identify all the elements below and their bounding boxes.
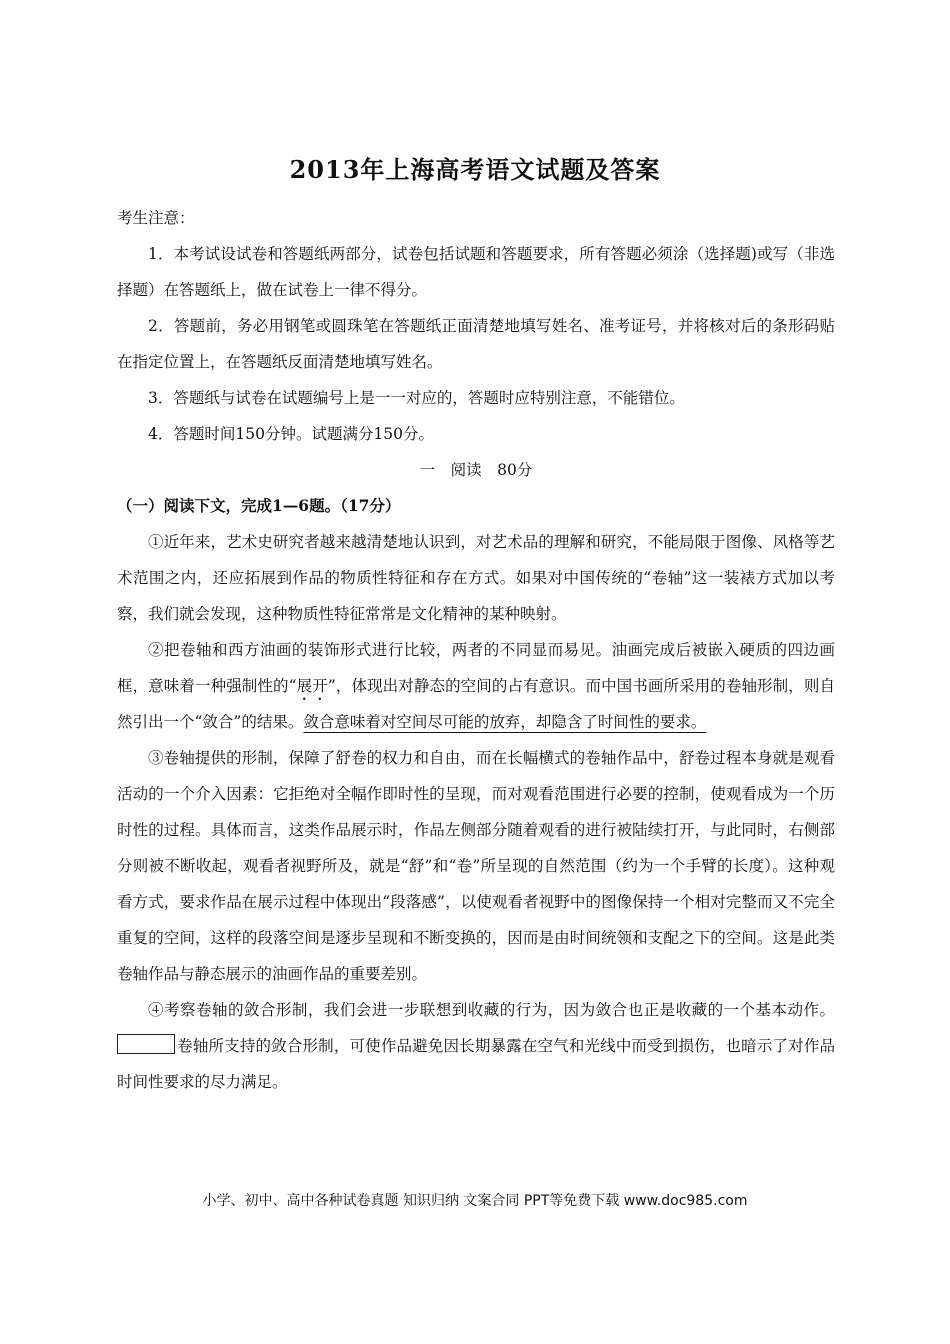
question-heading: （一）阅读下文，完成1—6题。（17分）: [117, 496, 401, 515]
notice-item: 4．答题时间150分钟。试题满分150分。: [148, 425, 435, 443]
paragraph-3: ③卷轴提供的形制，保障了舒卷的权力和自由，而在长幅横式的卷轴作品中，舒卷过程本身就是观看活动的一个介入因素：它拒绝对全幅作即时性的呈现，而对观看范围进行必要的控制，使观看成为一个历时性的过程。具体而言，这类作品展示时，作品左侧部分随着观看的进行被陆续打开，与此同时，右侧部分则被不断收起，观看者视野所及，就是“舒”和“卷”所呈现的自然范围（约为一个手臂的长度）。这种观看方式，要求作品在展示过程中体现出“段落感”，以使观看者视野中的图像保持一个相对完整而又不完全重复的空间，这样的段落空间是逐步呈现和不断变换的，因而是由时间统领和支配之下的空间。这是此类卷轴作品与静态展示的油画作品的重要差别。: [117, 749, 835, 983]
paragraph-2: [117, 632, 835, 740]
dotted-term: 展开: [296, 677, 328, 695]
paragraph-4-text: 卷轴所支持的敛合形制，可使作品避免因长期暴露在空气和光线中而受到损伤，也暗示了对作品时间性要求的尽力满足。: [117, 1037, 835, 1091]
paragraph-2-text: ”，体现出对静态的空间的占有意识。而中国书画所采用的卷轴形制，则自然引出一个“敛合”的结果。: [117, 677, 835, 731]
notice-item: 1．本考试设试卷和答题纸两部分，试卷包括试题和答题要求，所有答题必须涂（选择题)或写（非选择题）在答题纸上，做在试卷上一律不得分。: [117, 245, 835, 299]
section-title: 一 阅读 80分: [419, 461, 533, 479]
paragraph-1: ①近年来，艺术史研究者越来越清楚地认识到，对艺术品的理解和研究，不能局限于图像、风格等艺术范围之内，还应拓展到作品的物质性特征和存在方式。如果对中国传统的“卷轴”这一装裱方式加以考察，我们就会发现，这种物质性特征常常是文化精神的某种映射。: [117, 533, 835, 623]
underlined-sentence: 敛合意味着对空间尽可能的放弃，却隐含了时间性的要求。: [303, 713, 707, 731]
notice-item: 3．答题纸与试卷在试题编号上是一一对应的，答题时应特别注意，不能错位。: [148, 389, 685, 407]
paragraph-4: [117, 992, 835, 1100]
answer-blank-box[interactable]: [117, 1034, 175, 1054]
notice-heading: 考生注意：: [117, 209, 195, 227]
footer-text: 小学、初中、高中各种试卷真题 知识归纳 文案合同 PPT等免费下载 www.doc985.com: [202, 1193, 748, 1209]
paragraph-2-text: ②把卷轴和西方油画的装饰形式进行比较，两者的不同显而易见。油画完成后被嵌入硬质的四边画框，意味着一种强制性的“: [117, 641, 835, 695]
document-body: [117, 200, 835, 1100]
page-title: 2013年上海高考语文试题及答案: [289, 155, 661, 184]
notice-item: 2．答题前，务必用钢笔或圆珠笔在答题纸正面清楚地填写姓名、准考证号，并将核对后的条形码贴在指定位置上，在答题纸反面清楚地填写姓名。: [117, 317, 835, 371]
paragraph-4-text: ④考察卷轴的敛合形制，我们会进一步联想到收藏的行为，因为敛合也正是收藏的一个基本动作。: [148, 1001, 835, 1019]
